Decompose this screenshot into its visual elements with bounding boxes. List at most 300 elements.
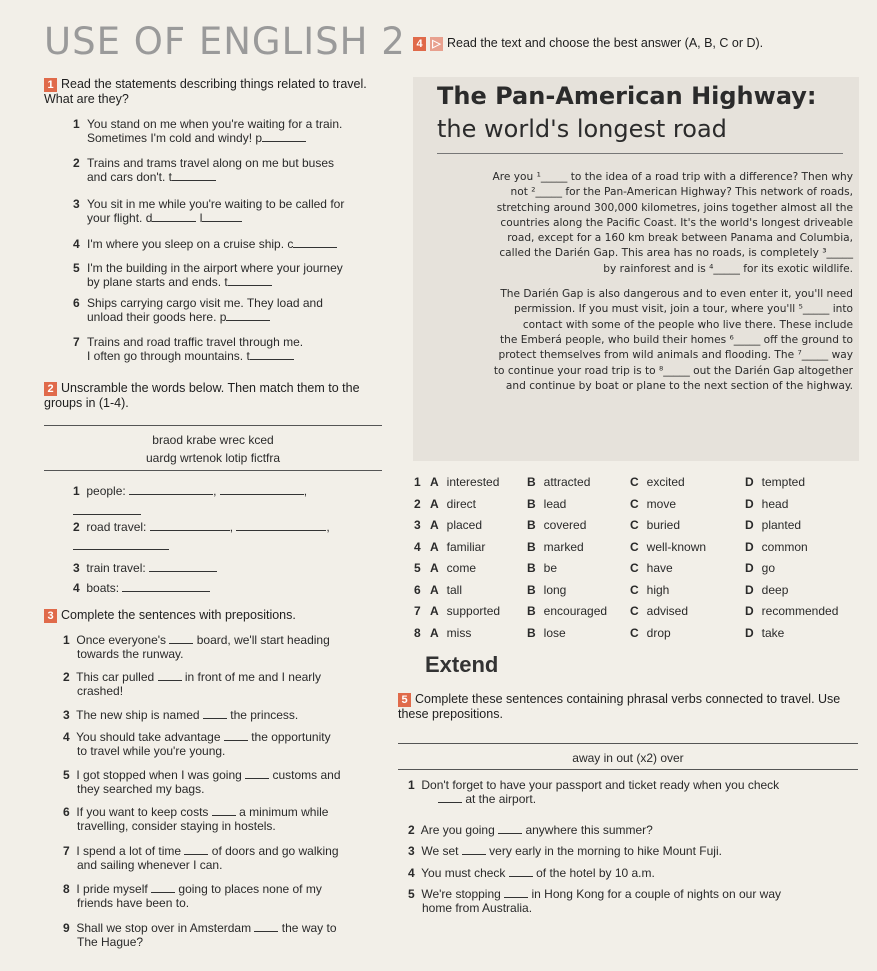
- answer-blank[interactable]: [509, 866, 533, 877]
- answer-option-a[interactable]: [430, 604, 500, 618]
- option-letter: C: [630, 561, 639, 575]
- article-title-rule: [437, 153, 843, 154]
- ex3-item-line: [63, 921, 393, 935]
- ex3-instruction: Complete the sentences with prepositions.: [61, 608, 296, 622]
- answer-option-b[interactable]: [527, 518, 586, 532]
- answer-option-b[interactable]: [527, 540, 584, 554]
- article-line: protect themselves from wild animals and flooding. The ⁷_____ way: [498, 349, 853, 362]
- option-text: supported: [446, 604, 501, 618]
- ex3-item-text: This car pulled: [76, 670, 155, 684]
- ex1-number: 1: [44, 78, 57, 92]
- option-text: attracted: [543, 475, 591, 489]
- option-text: excited: [646, 475, 685, 489]
- article-panel: [413, 77, 859, 461]
- ex3-item-line: [77, 782, 393, 796]
- ex1-item-text: I'm the building in the airport where your journey: [87, 261, 343, 275]
- article-line: to continue your road trip is to ⁸_____ out the Darién Gap altogether: [493, 364, 853, 377]
- ex3-item-text: the way to: [281, 921, 337, 935]
- item-number: 3: [63, 708, 70, 722]
- ex5-number: 5: [398, 693, 411, 707]
- answer-option-d[interactable]: [745, 604, 838, 618]
- ex3-item: [63, 633, 393, 661]
- article-line: by rainforest and is ⁴_____ for its exotic wildlife.: [603, 262, 853, 275]
- item-number: 5: [73, 261, 80, 275]
- ex1-item-text: unload their goods here. p: [87, 310, 227, 324]
- ex5-prepositions: away in out (x2) over: [572, 751, 684, 765]
- option-letter: C: [630, 539, 639, 554]
- ex1-instruction: Read the statements describing things related to travel. What are they?: [44, 77, 367, 106]
- ex3-item: [63, 730, 393, 758]
- ex1-item: [73, 335, 393, 363]
- option-letter: D: [745, 475, 754, 489]
- ex3-item-text: they searched my bags.: [77, 782, 205, 796]
- ex5-item-text: very early in the morning to hike Mount Fuji.: [489, 844, 722, 858]
- answer-option-b[interactable]: [527, 604, 607, 618]
- option-letter: D: [745, 561, 754, 575]
- ex3-item: [63, 805, 393, 833]
- ex1-item-text: Sometimes I'm cold and windy! p: [87, 131, 263, 145]
- ex5-item-line: [438, 792, 863, 806]
- article-line: not ²_____ for the Pan-American Highway? This network of roads,: [510, 186, 853, 199]
- option-letter: A: [430, 582, 439, 597]
- ex4-number: 4: [413, 37, 426, 51]
- option-letter: C: [630, 475, 639, 489]
- ex3-item-line: [77, 744, 393, 758]
- ex1-item-text: and cars don't. t: [87, 170, 173, 184]
- option-letter: D: [745, 496, 754, 511]
- ex3-item-line: [63, 708, 393, 722]
- ex3-item-line: [63, 844, 393, 858]
- ex3-item-text: of doors and go walking: [211, 844, 339, 858]
- article-body: [423, 170, 853, 394]
- ex1-instruction-block: [44, 77, 384, 107]
- option-text: well-known: [646, 539, 707, 554]
- option-text: high: [646, 582, 670, 597]
- ex1-item-line: [87, 237, 393, 251]
- ex1-item-text: You stand on me when you're waiting for a train.: [87, 117, 343, 131]
- ex1-item-line: [87, 197, 393, 211]
- ex3-item-text: going to places none of my: [178, 882, 322, 896]
- answer-option-a[interactable]: [430, 583, 462, 597]
- option-text: recommended: [761, 604, 839, 618]
- answer-option-b[interactable]: [527, 497, 566, 511]
- answer-blank[interactable]: [202, 211, 242, 222]
- option-text: covered: [543, 518, 587, 532]
- option-letter: B: [527, 518, 536, 532]
- ex3-item-line: [77, 858, 393, 872]
- item-number: 2: [63, 670, 70, 684]
- ex3-item-line: [63, 805, 393, 819]
- ex1-item-line: [87, 296, 393, 310]
- answer-option-b[interactable]: [527, 561, 557, 575]
- answer-blank[interactable]: [224, 730, 248, 741]
- ex5-item-text: We're stopping: [421, 887, 501, 901]
- ex3-item-line: [77, 819, 393, 833]
- answer-option-c[interactable]: [630, 540, 706, 554]
- ex4-instruction-block: [413, 36, 863, 51]
- answer-option-b[interactable]: [527, 583, 566, 597]
- option-text: tall: [446, 582, 463, 597]
- ex1-item-line: [87, 335, 393, 349]
- option-text: deep: [761, 582, 789, 597]
- answer-row-number: 7: [414, 604, 421, 618]
- ex1-item-line: [87, 131, 393, 145]
- ex1-item-line: [87, 275, 393, 289]
- ex3-item: [63, 882, 393, 910]
- ex1-item: [73, 237, 393, 251]
- ex3-item: [63, 768, 393, 796]
- answer-blank[interactable]: [236, 520, 326, 531]
- option-letter: C: [630, 625, 639, 640]
- item-number: 4: [408, 866, 415, 880]
- ex3-item-text: customs and: [272, 768, 341, 782]
- option-letter: D: [745, 518, 754, 532]
- answer-blank[interactable]: [262, 131, 306, 142]
- ex3-item-text: in front of me and I nearly: [184, 670, 321, 684]
- ex2-divider-bottom: [44, 470, 382, 471]
- ex1-item-text: I'm where you sleep on a cruise ship. c: [87, 237, 294, 251]
- ex2-divider-top: [44, 425, 382, 426]
- ex3-item-line: [77, 684, 393, 698]
- answer-option-b[interactable]: [527, 626, 566, 640]
- item-number: 1: [408, 778, 415, 792]
- ex3-item-text: Once everyone's: [76, 633, 167, 647]
- ex5-item-text: You must check: [421, 866, 506, 880]
- ex3-item-text: I spend a lot of time: [76, 844, 182, 858]
- option-text: drop: [646, 625, 671, 640]
- ex1-item-line: [87, 170, 393, 184]
- option-text: miss: [446, 625, 472, 640]
- option-letter: B: [527, 475, 536, 489]
- item-number: 1: [63, 633, 70, 647]
- answer-blank[interactable]: [212, 805, 236, 816]
- ex3-instruction-block: [44, 608, 384, 623]
- option-text: marked: [543, 539, 584, 554]
- ex2-number: 2: [44, 382, 57, 396]
- article-line: contact with some of the people who live there. These include: [522, 318, 853, 331]
- option-text: encouraged: [543, 604, 608, 618]
- answer-option-c[interactable]: [630, 561, 673, 575]
- option-text: placed: [446, 518, 483, 532]
- ex5-item-text: Don't forget to have your passport and ticket ready when you check: [421, 778, 780, 792]
- option-letter: A: [430, 539, 439, 554]
- ex3-item-line: [63, 882, 393, 896]
- answer-option-a[interactable]: [430, 497, 476, 511]
- option-text: buried: [646, 518, 681, 532]
- ex2-instruction: Unscramble the words below. Then match them to the groups in (1-4).: [44, 381, 360, 410]
- ex5-item-text: We set: [421, 844, 459, 858]
- answer-option-d[interactable]: [745, 540, 808, 554]
- article-line: permission. If you must visit, join a tour, where you'll ⁵_____ into: [514, 303, 853, 316]
- ex3-item-text: towards the runway.: [77, 647, 184, 661]
- option-letter: A: [430, 604, 439, 618]
- ex5-item-text: in Hong Kong for a couple of nights on our way: [531, 887, 781, 901]
- article-line: road, except for a 160 km break between Panama and Columbia,: [507, 232, 853, 245]
- answer-blank[interactable]: [203, 708, 227, 719]
- item-number: 4: [63, 730, 70, 744]
- option-letter: D: [745, 604, 754, 618]
- answer-blank[interactable]: [149, 561, 217, 572]
- answer-option-c[interactable]: [630, 583, 669, 597]
- answer-option-c[interactable]: [630, 497, 676, 511]
- ex3-item-text: If you want to keep costs: [76, 805, 209, 819]
- page-title: USE OF ENGLISH 2: [44, 20, 406, 63]
- ex3-item-line: [77, 935, 393, 949]
- ex3-item-text: I pride myself: [76, 882, 148, 896]
- ex5-item-line: [408, 844, 863, 858]
- answer-option-c[interactable]: [630, 604, 688, 618]
- ex3-item: [63, 670, 393, 698]
- answer-blank[interactable]: [462, 844, 486, 855]
- ex3-item-text: board, we'll start heading: [196, 633, 330, 647]
- ex5-item: [408, 887, 863, 915]
- answer-option-a[interactable]: [430, 561, 476, 575]
- option-letter: C: [630, 582, 639, 597]
- answer-blank[interactable]: [122, 581, 210, 592]
- ex3-item-line: [77, 647, 393, 661]
- answer-blank[interactable]: [129, 484, 213, 495]
- option-letter: A: [430, 496, 439, 511]
- answer-option-d[interactable]: [745, 626, 784, 640]
- option-text: lose: [543, 625, 566, 640]
- ex1-item: [73, 117, 393, 145]
- article-title: The Pan-American Highway:: [437, 82, 817, 110]
- answer-option-a[interactable]: [430, 475, 499, 489]
- answer-blank[interactable]: [151, 882, 175, 893]
- answer-row-number: 2: [414, 496, 421, 511]
- ex3-item: [63, 921, 393, 949]
- answer-blank[interactable]: [504, 887, 528, 898]
- ex3-item: [63, 708, 393, 722]
- answer-blank[interactable]: [150, 520, 230, 531]
- ex3-item-text: You should take advantage: [76, 730, 221, 744]
- ex3-item-text: the princess.: [230, 708, 299, 722]
- option-text: direct: [446, 496, 477, 511]
- ex1-item-line: [87, 117, 393, 131]
- ex1-item-line: [87, 156, 393, 170]
- ex5-divider-top: [398, 743, 858, 744]
- ex3-item-text: the opportunity: [251, 730, 331, 744]
- ex2-group-2: 2 road travel: , ,: [73, 520, 330, 534]
- ex5-item-text: anywhere this summer?: [525, 823, 653, 837]
- option-letter: D: [745, 582, 754, 597]
- answer-option-d[interactable]: [745, 475, 805, 489]
- ex1-item-text: Trains and trams travel along on me but buses: [87, 156, 335, 170]
- option-text: planted: [761, 518, 802, 532]
- ex5-item: [408, 866, 863, 880]
- option-letter: C: [630, 496, 639, 511]
- ex1-item-text: Ships carrying cargo visit me. They load and: [87, 296, 323, 310]
- item-number: 3: [408, 844, 415, 858]
- ex2-scrambled-words-row2: uardg wrtenok lotip fictfra: [145, 451, 281, 465]
- item-number: 9: [63, 921, 70, 935]
- item-number: 6: [63, 805, 70, 819]
- answer-option-d[interactable]: [745, 561, 775, 575]
- answer-blank[interactable]: [438, 792, 462, 803]
- answer-option-c[interactable]: [630, 475, 685, 489]
- extend-heading: Extend: [425, 652, 499, 677]
- answer-blank[interactable]: [245, 768, 269, 779]
- ex1-item: [73, 197, 393, 225]
- option-letter: A: [430, 518, 439, 532]
- answer-row-number: 8: [414, 625, 421, 640]
- item-number: 6: [73, 296, 80, 310]
- ex1-item-text: l: [199, 211, 203, 225]
- answer-blank[interactable]: [73, 539, 169, 550]
- ex5-item-text: home from Australia.: [422, 901, 533, 915]
- ex5-item: [408, 844, 863, 858]
- answer-blank[interactable]: [228, 275, 272, 286]
- answer-blank[interactable]: [498, 823, 522, 834]
- ex5-item-text: of the hotel by 10 a.m.: [536, 866, 655, 880]
- item-number: 5: [63, 768, 70, 782]
- option-letter: C: [630, 604, 639, 618]
- ex5-item-text: at the airport.: [465, 792, 537, 806]
- answer-blank[interactable]: [254, 921, 278, 932]
- ex5-item: [408, 778, 863, 806]
- ex2-instruction-block: [44, 381, 384, 411]
- ex5-item-line: [422, 901, 863, 915]
- speaker-icon: ▷: [430, 37, 443, 51]
- answer-blank[interactable]: [226, 310, 270, 321]
- ex1-item-line: [87, 211, 393, 225]
- answer-blank[interactable]: [158, 670, 182, 681]
- item-number: 2: [408, 823, 415, 837]
- option-letter: B: [527, 625, 536, 640]
- ex1-item-line: [87, 261, 393, 275]
- ex1-item: [73, 156, 393, 184]
- ex3-item-line: [77, 896, 393, 910]
- ex3-item: [63, 844, 393, 872]
- answer-row-number: 1: [414, 475, 421, 489]
- ex1-item-text: I often go through mountains. t: [87, 349, 250, 363]
- option-text: interested: [446, 475, 500, 489]
- ex3-item-line: [63, 730, 393, 744]
- ex3-number: 3: [44, 609, 57, 623]
- option-letter: A: [430, 625, 439, 640]
- answer-option-d[interactable]: [745, 518, 801, 532]
- ex1-item: [73, 261, 393, 289]
- option-letter: A: [430, 475, 439, 489]
- ex5-item-line: [408, 887, 863, 901]
- option-letter: B: [527, 561, 536, 575]
- answer-option-a[interactable]: [430, 626, 471, 640]
- ex3-item-line: [63, 768, 393, 782]
- item-number: 1: [73, 117, 80, 131]
- answer-blank[interactable]: [73, 504, 141, 515]
- item-number: 7: [63, 844, 70, 858]
- ex2-scrambled-words-row1: braod krabe wrec kced: [152, 433, 274, 447]
- ex1-item-line: [87, 349, 393, 363]
- answer-row-number: 6: [414, 582, 421, 597]
- ex1-item-text: your flight. d: [87, 211, 153, 225]
- answer-option-d[interactable]: [745, 497, 788, 511]
- ex1-item: [73, 296, 393, 324]
- answer-blank[interactable]: [293, 237, 337, 248]
- ex1-item-text: You sit in me while you're waiting to be called for: [87, 197, 345, 211]
- answer-option-c[interactable]: [630, 518, 680, 532]
- answer-blank[interactable]: [184, 844, 208, 855]
- article-line: stretching around 300,000 kilometres, joins together almost all the: [496, 201, 853, 214]
- option-letter: A: [430, 561, 439, 575]
- ex1-item-line: [87, 310, 393, 324]
- ex5-instruction: Complete these sentences containing phrasal verbs connected to travel. Use these prepositions.: [398, 692, 841, 721]
- ex4-instruction: Read the text and choose the best answer (A, B, C or D).: [447, 36, 764, 50]
- ex5-instruction-block: [398, 692, 858, 722]
- article-line: Are you ¹_____ to the idea of a road trip with a difference? Then why: [492, 171, 853, 183]
- ex5-item-line: [408, 823, 863, 837]
- answer-row-number: 4: [414, 539, 421, 554]
- option-text: common: [761, 539, 808, 554]
- option-text: have: [646, 561, 673, 575]
- answer-option-a[interactable]: [430, 540, 485, 554]
- item-number: 4: [73, 237, 80, 251]
- answer-row-number: 3: [414, 518, 421, 532]
- ex5-item-text: Are you going: [420, 823, 495, 837]
- answer-option-a[interactable]: [430, 518, 482, 532]
- option-letter: B: [527, 582, 536, 597]
- ex3-item-text: travelling, consider staying in hostels.: [77, 819, 276, 833]
- option-letter: C: [630, 518, 639, 532]
- item-number: 8: [63, 882, 70, 896]
- option-text: take: [761, 625, 785, 640]
- answer-blank[interactable]: [152, 211, 196, 222]
- item-number: 5: [408, 887, 415, 901]
- option-text: long: [543, 582, 567, 597]
- ex2-group-2-line2: [73, 539, 169, 553]
- ex3-item-text: friends have been to.: [77, 896, 190, 910]
- ex3-item-text: I got stopped when I was going: [76, 768, 242, 782]
- article-line: called the Darién Gap. This area has no roads, is completely ³_____: [499, 247, 853, 260]
- item-number: 3: [73, 197, 80, 211]
- ex1-item-text: by plane starts and ends. t: [87, 275, 228, 289]
- ex3-item-text: The Hague?: [77, 935, 144, 949]
- answer-blank[interactable]: [169, 633, 193, 644]
- option-text: move: [646, 496, 677, 511]
- option-letter: B: [527, 539, 536, 554]
- option-text: be: [543, 561, 558, 575]
- answer-row-number: 5: [414, 561, 421, 575]
- article-line: and continue by boat or plane to the next section of the highway.: [505, 379, 853, 392]
- ex3-item-line: [63, 670, 393, 684]
- answer-option-d[interactable]: [745, 583, 788, 597]
- article-line: countries along the Pacific Coast. It's the world's longest driveable: [500, 216, 853, 229]
- option-text: advised: [646, 604, 689, 618]
- answer-option-b[interactable]: [527, 475, 590, 489]
- answer-blank[interactable]: [220, 484, 304, 495]
- article-line: The Darién Gap is also dangerous and to even enter it, you'll need: [500, 288, 853, 301]
- ex3-item-text: The new ship is named: [76, 708, 200, 722]
- option-letter: B: [527, 604, 536, 618]
- option-text: familiar: [446, 539, 486, 554]
- ex3-item-text: a minimum while: [239, 805, 329, 819]
- ex5-item: [408, 823, 863, 837]
- ex3-item-text: crashed!: [77, 684, 124, 698]
- ex2-group-1-line2: [73, 504, 141, 518]
- ex3-item-line: [63, 633, 393, 647]
- answer-option-c[interactable]: [630, 626, 671, 640]
- option-text: come: [446, 561, 477, 575]
- ex1-item-text: Trains and road traffic travel through me.: [87, 335, 304, 349]
- option-letter: D: [745, 539, 754, 554]
- option-text: tempted: [761, 475, 806, 489]
- option-text: go: [761, 561, 776, 575]
- ex3-item-text: Shall we stop over in Amsterdam: [76, 921, 252, 935]
- ex3-item-text: to travel while you're young.: [77, 744, 226, 758]
- article-line: the Emberá people, who build their homes ⁶_____ off the ground to: [500, 333, 853, 346]
- answer-blank[interactable]: [250, 349, 294, 360]
- answer-blank[interactable]: [172, 170, 216, 181]
